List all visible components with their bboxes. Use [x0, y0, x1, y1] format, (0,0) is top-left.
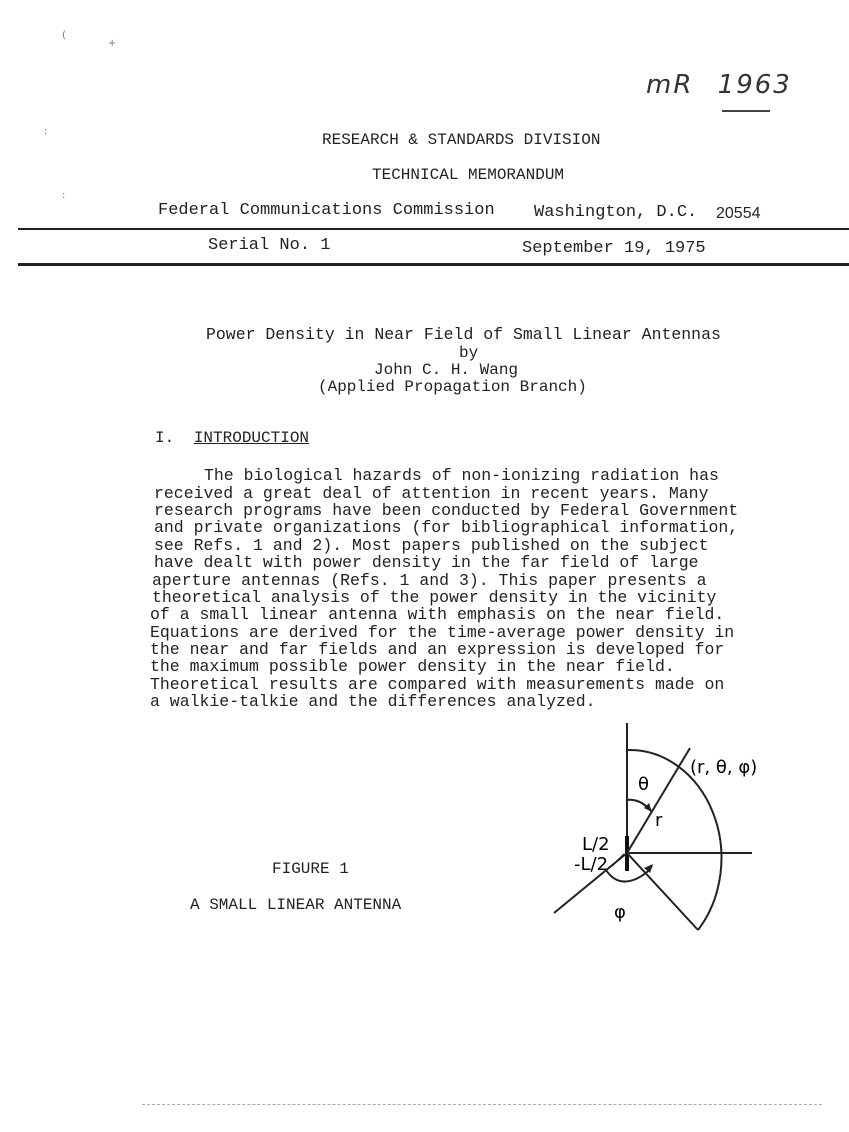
author-affiliation: (Applied Propagation Branch): [318, 378, 587, 396]
section-number: I.: [155, 429, 175, 447]
scan-speck: :: [62, 190, 66, 201]
phi-label: φ: [614, 902, 626, 923]
paragraph-line: the near and far fields and an expression is developed for: [150, 640, 725, 659]
header-rule-bottom: [18, 263, 849, 266]
paragraph-line: a walkie-talkie and the differences analyzed.: [150, 692, 596, 711]
paragraph-line: research programs have been conducted by Federal Government: [154, 501, 739, 520]
memo-type: TECHNICAL MEMORANDUM: [372, 166, 565, 184]
paragraph-line: Theoretical results are compared with measurements made on: [150, 675, 725, 694]
paragraph-line: The biological hazards of non-ionizing radiation has: [204, 466, 719, 485]
agency-name: Federal Communications Commission: [158, 201, 495, 220]
figure-label: FIGURE 1: [272, 860, 349, 878]
scan-speck: :: [44, 126, 48, 137]
division-heading: RESEARCH & STANDARDS DIVISION: [322, 131, 601, 149]
memo-date: September 19, 1975: [522, 239, 706, 258]
half-length-tick: [612, 854, 624, 866]
author-name: John C. H. Wang: [374, 361, 519, 379]
zip-code: 20554: [716, 205, 761, 222]
handwritten-prefix: mR: [646, 70, 694, 100]
top-half-label: L/2: [582, 834, 610, 855]
paragraph-line: of a small linear antenna with emphasis on the near field.: [150, 605, 725, 624]
scan-speck: (: [62, 30, 66, 41]
paragraph-line: received a great deal of attention in recent years. Many: [154, 484, 709, 503]
projection-line: [627, 853, 698, 930]
byline-by: by: [459, 344, 479, 362]
paragraph-line: and private organizations (for bibliographical information,: [154, 518, 739, 537]
paragraph-line: theoretical analysis of the power density in the vicinity: [152, 588, 717, 607]
antenna-diagram: [540, 718, 830, 940]
paragraph-line: the maximum possible power density in the near field.: [150, 657, 675, 676]
scan-noise-line: [142, 1104, 822, 1106]
bottom-half-label: -L/2: [574, 854, 609, 875]
figure-caption: A SMALL LINEAR ANTENNA: [190, 896, 402, 914]
paragraph-line: see Refs. 1 and 2). Most papers published on the subject: [154, 536, 709, 555]
section-heading: [155, 429, 309, 447]
paper-title: Power Density in Near Field of Small Linear Antennas: [206, 325, 721, 344]
scan-speck: +: [108, 38, 117, 49]
handwritten-underline: [722, 110, 770, 112]
theta-label: θ: [638, 774, 650, 795]
coords-label: (r, θ, φ): [690, 757, 758, 778]
paragraph-line: aperture antennas (Refs. 1 and 3). This paper presents a: [152, 571, 707, 590]
handwritten-number: 1963: [717, 70, 792, 100]
agency-location: Washington, D.C.: [534, 203, 698, 222]
handwritten-note: [646, 70, 792, 100]
section-title: INTRODUCTION: [193, 429, 310, 447]
serial-number: Serial No. 1: [208, 236, 331, 255]
paragraph-line: Equations are derived for the time-average power density in: [150, 623, 735, 642]
r-label: r: [655, 810, 663, 831]
header-rule-top: [18, 228, 849, 230]
paragraph-line: have dealt with power density in the far field of large: [154, 553, 699, 572]
